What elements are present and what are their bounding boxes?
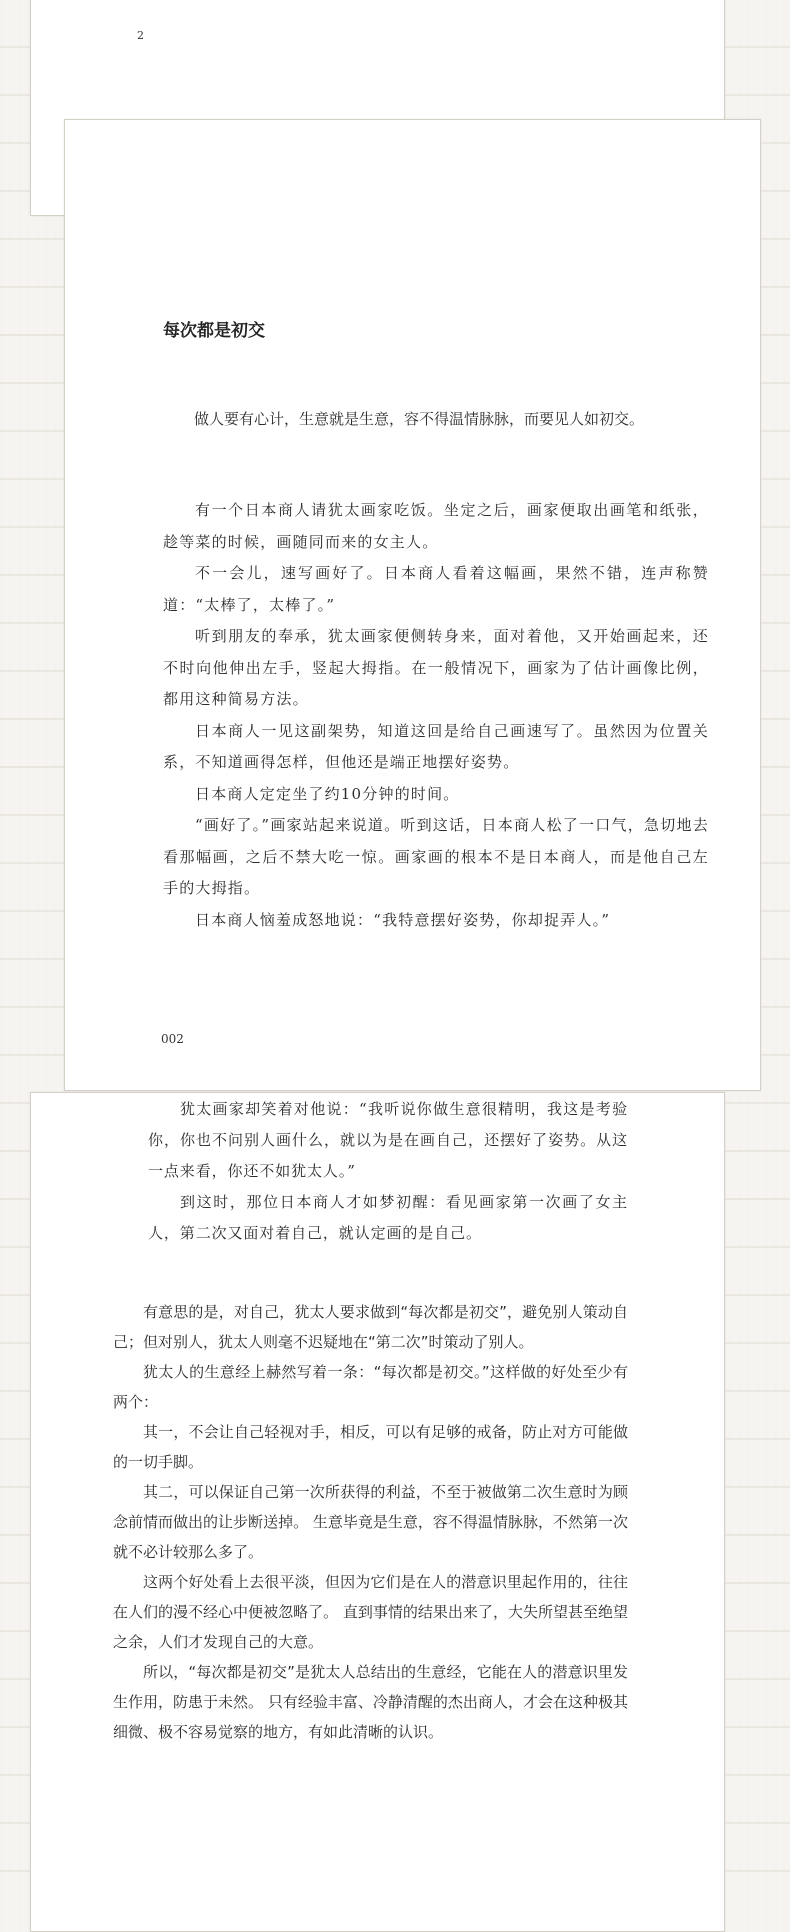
reflection-paragraph: 其二，可以保证自己第一次所获得的利益，不至于被做第二次生意时为顾念前情而做出的让步断送掉。 生意毕竟是生意，容不得温情脉脉，不然第一次就不必计较那么多了。 [113,1483,628,1561]
story-paragraph: 不一会儿，速写画好了。日本商人看着这幅画，果然不错，连声称赞道：“太棒了，太棒了。” [163,564,709,614]
story-paragraph: 听到朋友的奉承，犹太画家便侧转身来，面对着他，又开始画起来，还不时向他伸出左手，竖起大拇指。在一般情况下，画家为了估计画像比例，都用这种简易方法。 [163,627,709,708]
story-paragraph: 犹太画家却笑着对他说：“我听说你做生意很精明，我这是考验你，你也不问别人画什么，就以为是在画自己，还摆好了姿势。从这一点来看，你还不如犹太人。” [148,1100,628,1180]
story-paragraph: 有一个日本商人请犹太画家吃饭。坐定之后，画家便取出画笔和纸张，趁等菜的时候，画随同而来的女主人。 [163,501,709,551]
reflection-paragraph: 这两个好处看上去很平淡，但因为它们是在人的潜意识里起作用的，往往在人们的漫不经心中便被忽略了。 直到事情的结果出来了，大失所望甚至绝望之余，人们才发现自己的大意。 [113,1573,628,1651]
reflection-text [113,1297,628,1747]
reflection-paragraph: 有意思的是，对自己，犹太人要求做到“每次都是初交”，避免别人策动自己；但对别人，犹太人则毫不迟疑地在“第二次”时策动了别人。 [113,1303,628,1351]
story-paragraph: 日本商人恼羞成怒地说：“我特意摆好姿势，你却捉弄人。” [195,910,611,929]
reflection-paragraph: 其一，不会让自己轻视对手，相反，可以有足够的戒备，防止对方可能做的一切手脚。 [113,1423,628,1471]
page-number-bottom: 002 [161,1032,184,1046]
chapter-title: 每次都是初交 [163,321,265,341]
story-paragraph: “画好了。”画家站起来说道。听到这话，日本商人松了一口气，急切地去看那幅画，之后不禁大吃一惊。画家画的根本不是日本商人，而是他自己左手的大拇指。 [163,816,709,897]
current-page [64,119,761,1091]
story-paragraph: 到这时，那位日本商人才如梦初醒：看见画家第一次画了女主人，第二次又面对着自己，就认定画的是自己。 [148,1193,628,1242]
page-number-top: 2 [137,29,144,42]
chapter-lead: 做人要有心计，生意就是生意，容不得温情脉脉，而要见人如初交。 [194,410,645,428]
story-continued-text [148,1094,628,1249]
reflection-paragraph: 所以，“每次都是初交”是犹太人总结出的生意经，它能在人的潜意识里发生作用，防患于未然。 只有经验丰富、冷静清醒的杰出商人，才会在这种极其细微、极不容易觉察的地方，有如此清晰的认识。 [113,1663,628,1741]
story-paragraph: 日本商人定定坐了约10分钟的时间。 [195,784,460,803]
story-paragraph: 日本商人一见这副架势，知道这回是给自己画速写了。虽然因为位置关系，不知道画得怎样，但他还是端正地摆好姿势。 [163,721,709,771]
reflection-paragraph: 犹太人的生意经上赫然写着一条：“每次都是初交。”这样做的好处至少有两个： [113,1363,628,1411]
story-text [163,495,709,936]
